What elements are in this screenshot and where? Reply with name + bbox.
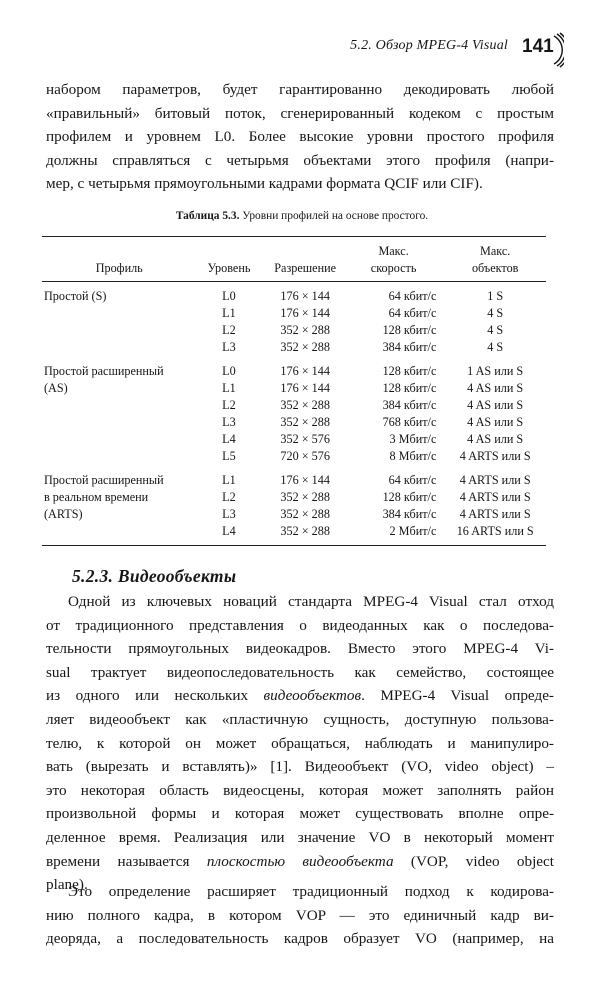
text-line: Одной из ключевых новаций стандарта MPEG-4 Visual стал отход [68,593,554,610]
cell-level: L3 [222,340,236,354]
cell-profile [42,397,196,414]
cell-profile [42,339,196,356]
text-run: (VOP, video object [393,852,554,870]
text-line: нию полного кадра, в котором VOP — это единичный кадр ви- [46,906,554,924]
table-row [42,414,546,431]
text-run: . MPEG-4 Visual опреде- [361,687,554,705]
cell-profile [42,523,196,546]
paragraph-definition [46,880,554,951]
cell-objects: 4 AS или S [467,381,524,395]
table-row [42,356,546,380]
header-max-objects-line2: объектов [471,261,519,275]
cell-profile: (AS) [44,381,68,395]
cell-resolution: 176 × 144 [280,289,330,303]
cell-level: L4 [222,432,236,446]
profile-levels-table [42,236,546,546]
cell-resolution: 176 × 144 [280,306,330,320]
cell-speed: 64 кбит/с [388,473,437,487]
cell-level: L1 [222,381,236,395]
section-heading [72,566,236,587]
cell-profile: (ARTS) [44,507,83,521]
text-line: ляет видеообъект как «пластичную сущность, доступную пользова- [46,710,554,728]
cell-level: L2 [222,323,236,337]
cell-resolution: 352 × 576 [280,432,330,446]
text-line: от традиционного представления о видеоданных как о последова- [46,616,554,634]
text-line: plane). [46,876,88,894]
cell-objects: 4 ARTS или S [459,473,531,487]
cell-speed: 128 кбит/с [382,323,437,337]
cell-speed: 768 кбит/с [382,415,437,429]
running-head: 5.2. Обзор MPEG-4 Visual [350,38,508,53]
text-line: профилем и уровнем L0. Более высокие уровни простого профиля [46,128,554,146]
text-line [46,850,554,874]
table-row [42,431,546,448]
text-line: это некоторая область видеосцены, которая может заполнять район [46,781,554,799]
header-max-objects-line1: Макс. [480,244,511,258]
cell-level: L2 [222,398,236,412]
paragraph-video-objects [46,590,554,897]
cell-speed: 384 кбит/с [382,507,437,521]
cell-resolution: 352 × 288 [280,415,330,429]
text-line: деленное время. Реализация или значение VO в некоторый момент [46,828,554,846]
cell-resolution: 720 × 576 [280,449,330,463]
page-number [520,32,558,66]
page-header [0,34,604,62]
cell-profile: Простой расширенный [44,473,164,487]
cell-level: L0 [222,289,236,303]
cell-resolution: 176 × 144 [280,381,330,395]
section-number: 5.2.3. [72,566,114,586]
table-row [42,506,546,523]
cell-level: L1 [222,306,236,320]
cell-profile [42,305,196,322]
text-line: телю, к которой он может обращаться, наблюдать и манипулиро- [46,734,554,752]
cell-objects: 16 ARTS или S [456,524,534,538]
text-line: тельности прямоугольных видеокадров. Вместо этого MPEG-4 Vi- [46,640,554,658]
cell-objects: 4 S [487,340,504,354]
cell-resolution: 352 × 288 [280,340,330,354]
cell-speed: 128 кбит/с [382,381,437,395]
cell-profile: в реальном времени [44,490,149,504]
text-run: из одного или нескольких [46,687,264,705]
cell-level: L0 [222,364,236,378]
cell-objects: 4 S [487,306,504,320]
cell-resolution: 352 × 288 [280,507,330,521]
paragraph-intro [46,78,554,196]
cell-level: L4 [222,524,236,538]
header-max-speed-line2: скорость [370,261,417,275]
text-line: набором параметров, будет гарантированно декодировать любой [46,81,554,98]
cell-profile [42,448,196,465]
cell-resolution: 352 × 288 [280,398,330,412]
text-line: вать (вырезать и вставлять)» [1]. Видеообъект (VO, video object) – [46,758,554,776]
cell-speed: 128 кбит/с [382,364,437,378]
cell-resolution: 176 × 144 [280,473,330,487]
text-line: «правильный» битовый поток, сгенерированный кодеком с простым [46,104,554,122]
cell-level: L2 [222,490,236,504]
cell-objects: 4 AS или S [467,432,524,446]
cell-level: L5 [222,449,236,463]
cell-profile [42,414,196,431]
text-line: sual трактует видеопоследовательность как семейство, состоящее [46,663,554,681]
text-line: должны справляться с четырьмя объектами этого профиля (напри- [46,151,554,169]
text-line: деоряда, а последовательность кадров образует VO (например, на [46,930,554,948]
header-resolution: Разрешение [274,261,337,275]
cell-resolution: 352 × 288 [280,524,330,538]
cell-speed: 128 кбит/с [382,490,437,504]
section-title: Видеообъекты [117,566,237,586]
cell-profile: Простой (S) [44,289,107,303]
cell-speed: 8 Мбит/с [389,449,437,463]
table-row [42,380,546,397]
cell-objects: 4 ARTS или S [459,507,531,521]
page-number-text: 141 [522,36,554,57]
term-video-objects: видеообъектов [263,687,362,705]
cell-objects: 4 S [487,323,504,337]
text-line: Это определение расширяет традиционный подход к кодирова- [68,883,554,900]
cell-profile: Простой расширенный [44,364,164,378]
cell-speed: 64 кбит/с [388,306,437,320]
table-row [42,282,546,306]
cell-profile [42,431,196,448]
table-header-row [42,237,546,282]
table-row [42,322,546,339]
table-row [42,339,546,356]
cell-objects: 4 AS или S [467,415,524,429]
cell-level: L1 [222,473,236,487]
cell-speed: 64 кбит/с [388,289,437,303]
table-caption-text: Уровни профилей на основе простого. [242,210,429,222]
text-line: мер, с четырьмя прямоугольными кадрами формата QCIF или CIF). [46,175,483,193]
header-max-objects [444,237,546,282]
table-row [42,448,546,465]
cell-profile [42,322,196,339]
text-line [46,684,554,708]
cell-level: L3 [222,507,236,521]
term-vop: плоскостью видеообъекта [206,852,394,870]
header-profile: Профиль [95,261,143,275]
cell-objects: 4 AS или S [467,398,524,412]
cell-objects: 1 S [487,289,504,303]
cell-speed: 2 Мбит/с [389,524,437,538]
text-line: произвольной формы и которая может существовать вполне опре- [46,805,554,823]
header-max-speed-line1: Макс. [378,244,409,258]
cell-objects: 4 ARTS или S [459,449,531,463]
table-row [42,305,546,322]
cell-level: L3 [222,415,236,429]
table-row [42,465,546,489]
text-run: времени называется [46,852,207,870]
table-row [42,397,546,414]
table-row [42,489,546,506]
table-caption-label: Таблица 5.3. [175,210,240,222]
cell-resolution: 352 × 288 [280,323,330,337]
cell-objects: 4 ARTS или S [459,490,531,504]
table-row [42,523,546,546]
header-level: Уровень [207,261,251,275]
cell-objects: 1 AS или S [467,364,524,378]
cell-resolution: 352 × 288 [280,490,330,504]
header-max-speed [349,237,445,282]
cell-speed: 384 кбит/с [382,340,437,354]
table-caption [0,210,604,222]
cell-speed: 3 Мбит/с [389,432,437,446]
cell-resolution: 176 × 144 [280,364,330,378]
cell-speed: 384 кбит/с [382,398,437,412]
